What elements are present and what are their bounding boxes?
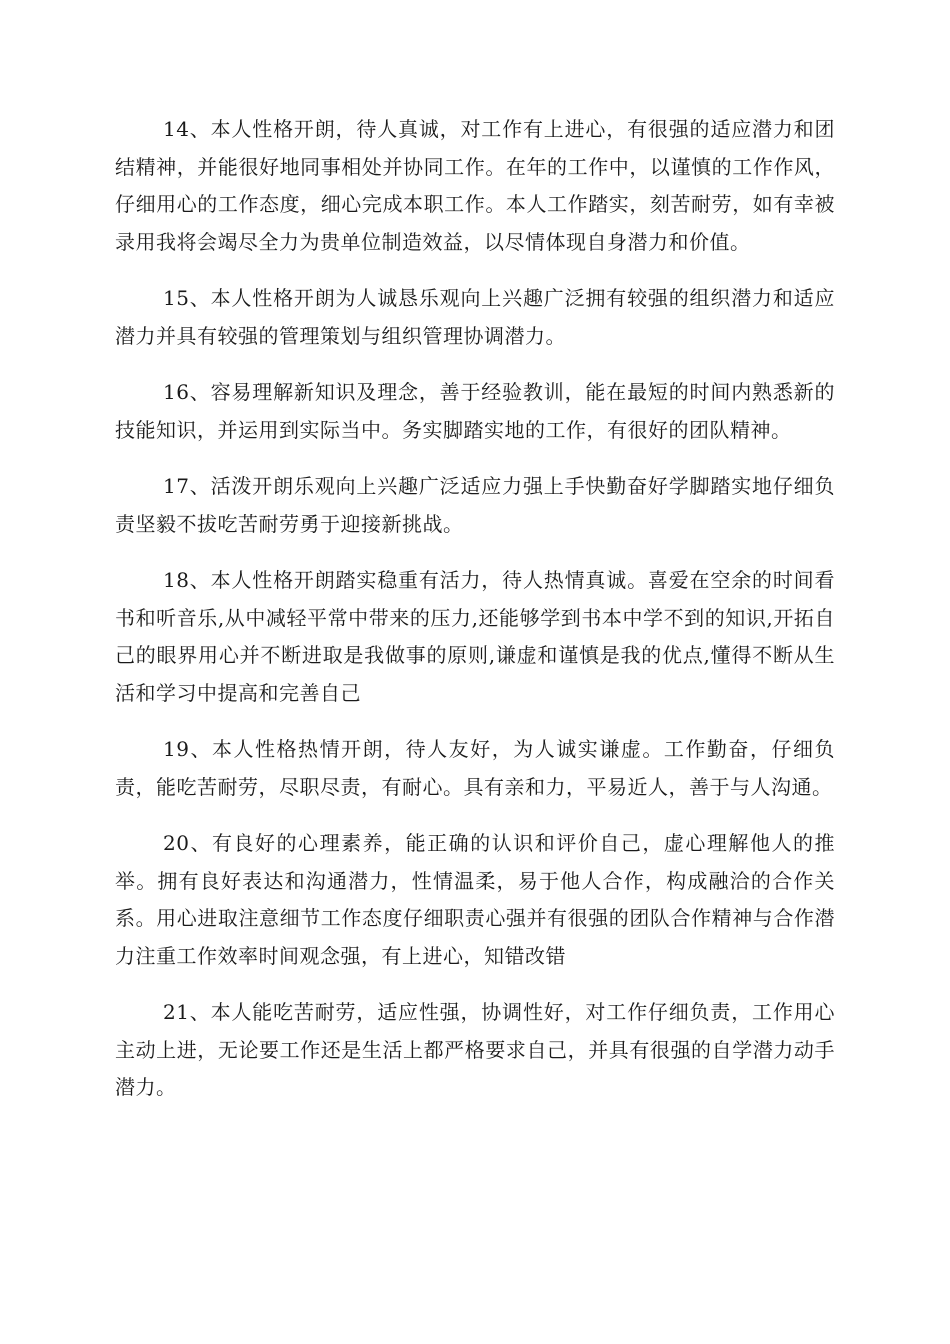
document-body — [115, 111, 835, 1126]
paragraph-21: 21、本人能吃苦耐劳，适应性强，协调性好，对工作仔细负责，工作用心主动上进，无论要工作还是生活上都严格要求自己，并具有很强的自学潜力动手潜力。 — [115, 1000, 835, 1099]
paragraph-16: 16、容易理解新知识及理念，善于经验教训，能在最短的时间内熟悉新的技能知识，并运用到实际当中。务实脚踏实地的工作，有很好的团队精神。 — [115, 380, 835, 442]
paragraph-14: 14、本人性格开朗，待人真诚，对工作有上进心，有很强的适应潜力和团结精神，并能很好地同事相处并协同工作。在年的工作中，以谨慎的工作作风，仔细用心的工作态度，细心完成本职工作。本人工作踏实，刻苦耐劳，如有幸被录用我将会竭尽全力为贵单位制造效益，以尽情体现自身潜力和价值。 — [115, 117, 835, 254]
paragraph-15: 15、本人性格开朗为人诚恳乐观向上兴趣广泛拥有较强的组织潜力和适应潜力并具有较强的管理策划与组织管理协调潜力。 — [115, 286, 835, 348]
paragraph-20: 20、有良好的心理素养，能正确的认识和评价自己，虚心理解他人的推举。拥有良好表达和沟通潜力，性情温柔，易于他人合作，构成融洽的合作关系。用心进取注意细节工作态度仔细职责心强并有很强的团队合作精神与合作潜力注重工作效率时间观念强，有上进心，知错改错 — [115, 831, 835, 968]
paragraph-19: 19、本人性格热情开朗，待人友好，为人诚实谦虚。工作勤奋，仔细负责，能吃苦耐劳，尽职尽责，有耐心。具有亲和力，平易近人，善于与人沟通。 — [115, 737, 835, 799]
paragraph-17: 17、活泼开朗乐观向上兴趣广泛适应力强上手快勤奋好学脚踏实地仔细负责坚毅不拔吃苦耐劳勇于迎接新挑战。 — [115, 474, 835, 536]
paragraph-18: 18、本人性格开朗踏实稳重有活力，待人热情真诚。喜爱在空余的时间看书和听音乐,从中减轻平常中带来的压力,还能够学到书本中学不到的知识,开拓自己的眼界用心并不断进取是我做事的原则,谦虚和谨慎是我的优点,懂得不断从生活和学习中提高和完善自己 — [115, 568, 835, 705]
